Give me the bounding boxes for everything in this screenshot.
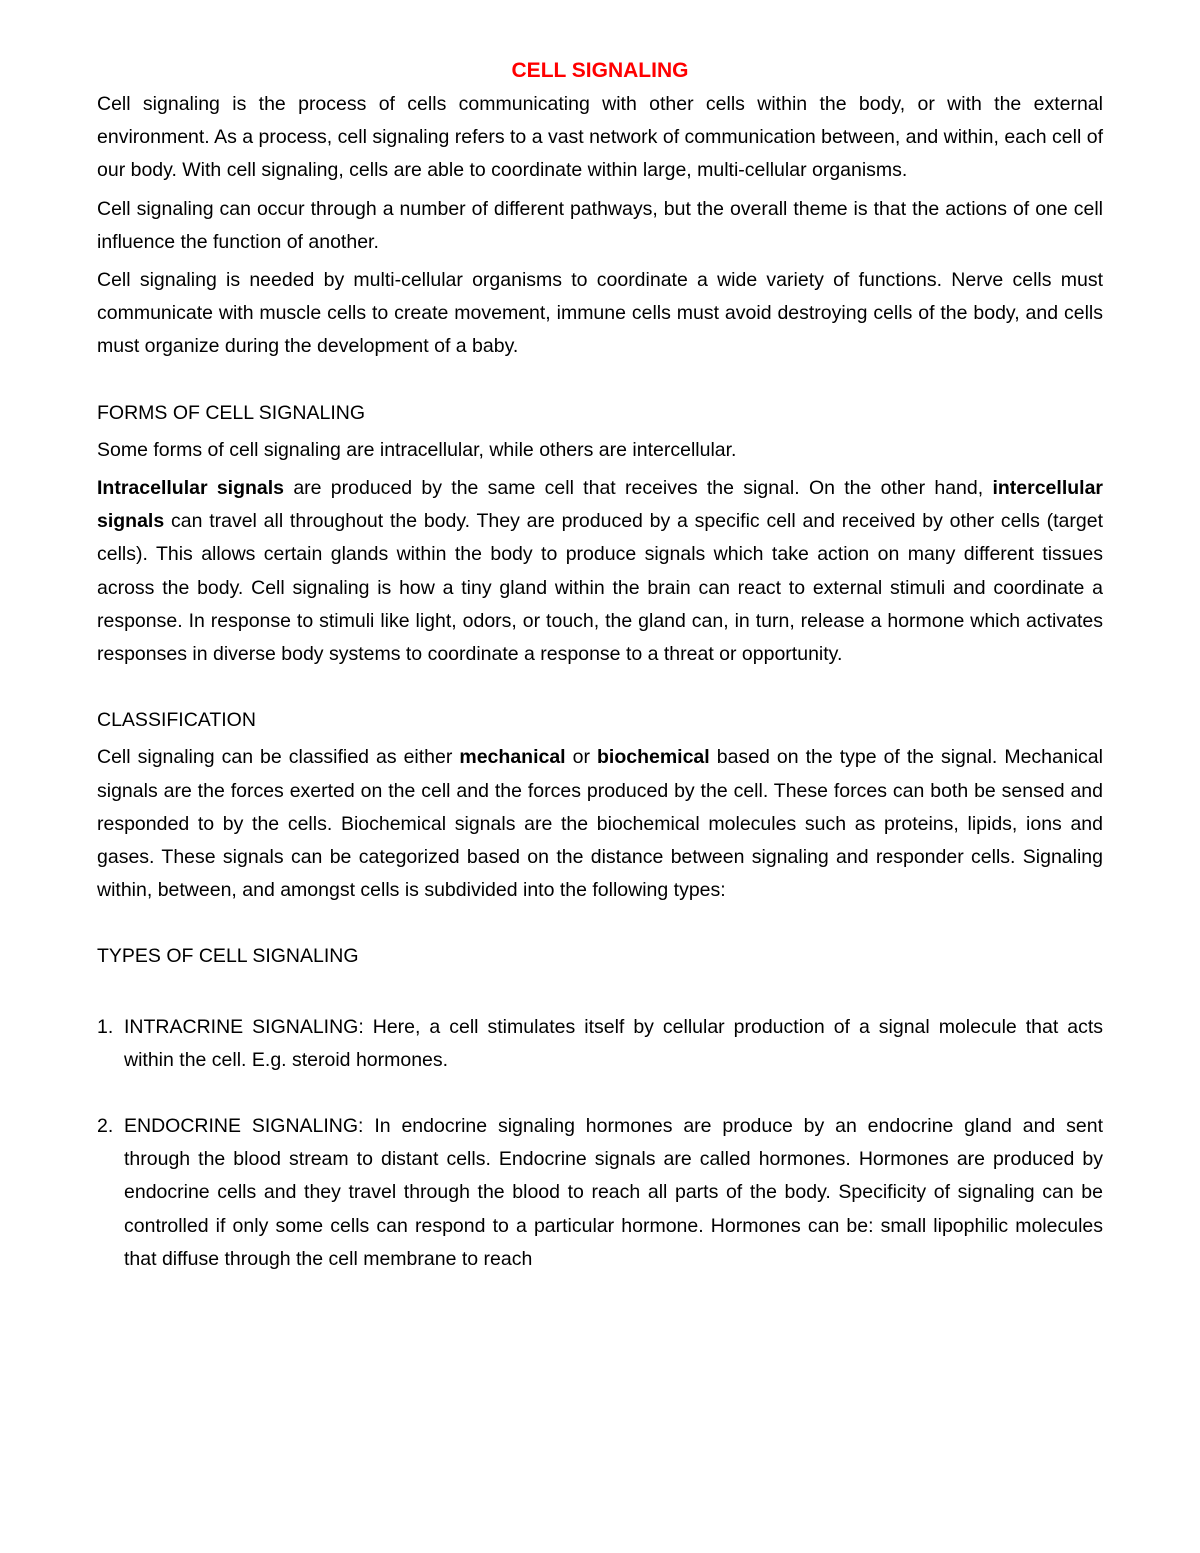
types-heading: TYPES OF CELL SIGNALING [97,945,359,968]
spacer [97,369,1103,397]
classification-text-3: based on the type of the signal. Mechanical signals are the forces exerted on the cell and the forces produced by the cell. These forces can both be sensed and responded to by the cells. Biochemical signals are the biochemical molecules such as proteins, lipids, ions and gases. These signals can be categorized based on the distance between signaling and responder cells. Signaling within, between, and amongst cells is subdivided into the following types: [97,746,1103,902]
forms-heading: FORMS OF CELL SIGNALING [97,401,365,424]
intro-paragraph-1: Cell signaling is the process of cells communicating with other cells within the body, or with the external environment. As a process, cell signaling refers to a vast network of communication between, and within, each cell of our body. With cell signaling, cells are able to coordinate within large, multi-cellular organisms. [97,93,1103,182]
document-title: CELL SIGNALING [511,59,689,82]
list-item-text: INTRACRINE SIGNALING: Here, a cell stimulates itself by cellular production of a signal molecule that acts within the cell. E.g. steroid hormones. [124,1015,1103,1071]
term-mechanical: mechanical [459,746,566,769]
term-biochemical: biochemical [596,746,710,769]
classification-text-1: Cell signaling can be classified as either [97,746,460,769]
forms-paragraph-1: Some forms of cell signaling are intracellular, while others are intercellular. [97,438,737,461]
classification-text-2: or [565,746,597,769]
list-number: 1. [97,1015,114,1038]
term-intracellular-signals: Intracellular signals [97,477,285,500]
classification-heading: CLASSIFICATION [97,709,256,732]
list-item-endocrine [97,1110,1103,1276]
term-intercellular-signals: intercellular signals [97,477,1103,533]
types-list [97,1011,1103,1276]
forms-text-1: are produced by the same cell that receives the signal. On the other hand, [284,477,993,500]
spacer [97,1077,1103,1110]
intro-paragraph-2: Cell signaling can occur through a number of different pathways, but the overall theme is that the actions of one cell influence the function of another. [97,197,1103,253]
list-number: 2. [97,1115,114,1138]
classification-paragraph [97,741,1103,907]
list-item-intracrine [97,1011,1103,1077]
forms-text-2: can travel all throughout the body. They are produced by a specific cell and received by other cells (target cells). This allows certain glands within the body to produce signals which take action on many different tissues across the body. Cell signaling is how a tiny gland within the brain can react to external stimuli and coordinate a response. In response to stimuli like light, odors, or touch, the gland can, in turn, release a hormone which activates responses in diverse body systems to coordinate a response to a threat or opportunity. [97,510,1103,666]
list-item-text: ENDOCRINE SIGNALING: In endocrine signaling hormones are produce by an endocrine gland and sent through the blood stream to distant cells. Endocrine signals are called hormones. Hormones are produced by endocrine cells and they travel through the blood to reach all parts of the body. Specificity of signaling can be controlled if only some cells can respond to a particular hormone. Hormones can be: small lipophilic molecules that diffuse through the cell membrane to reach [124,1115,1103,1270]
intro-paragraph-3: Cell signaling is needed by multi-cellular organisms to coordinate a wide variety of functions. Nerve cells must communicate with muscle cells to create movement, immune cells must avoid destroying cells of the body, and cells must organize during the development of a baby. [97,269,1103,358]
spacer [97,676,1103,704]
forms-paragraph-2 [97,472,1103,671]
spacer [97,912,1103,940]
spacer [97,978,1103,1011]
